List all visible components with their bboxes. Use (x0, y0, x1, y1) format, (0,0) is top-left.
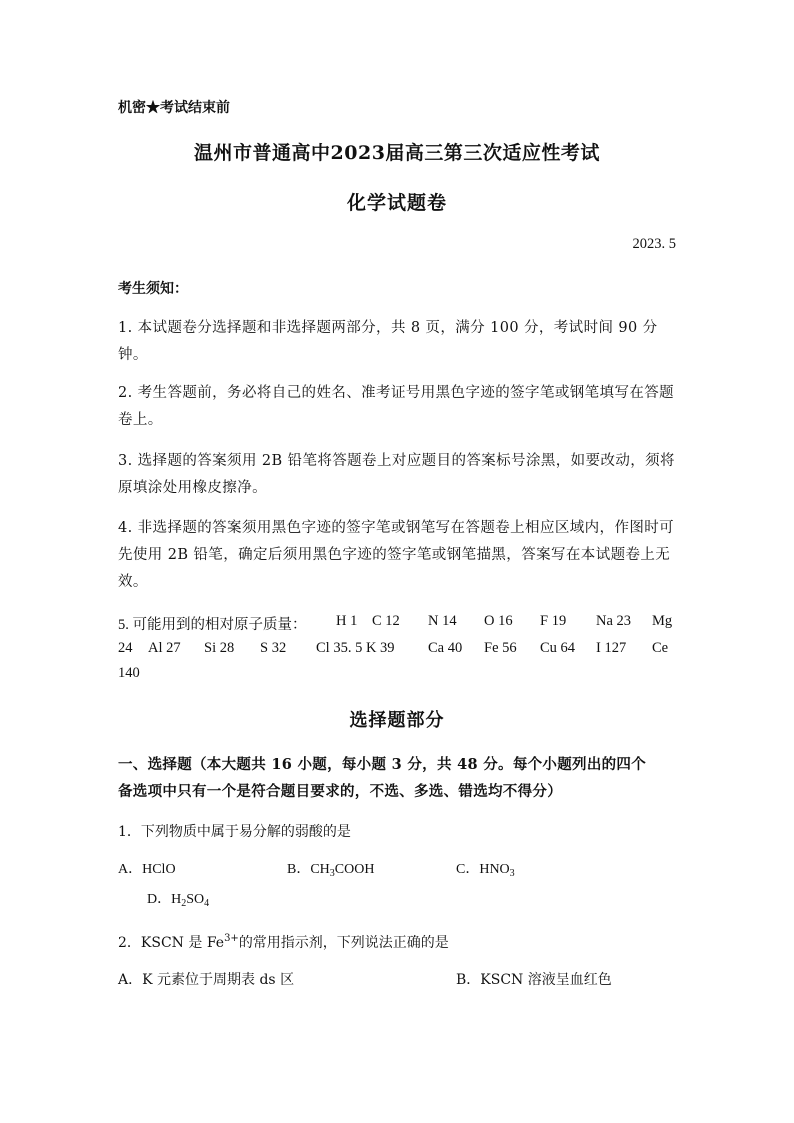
question-2-stem: 2．KSCN 是 $Fe^{3+}$的常用指示剂，下列说法正确的是 (118, 933, 449, 951)
atomic-mass-entry: N 14 (428, 613, 457, 629)
atomic-mass-entry: Al 27 (148, 640, 181, 656)
atomic-mass-entry: Na 23 (596, 613, 632, 629)
notice-item-4: 4. 非选择题的答案须用黑色字迹的签字笔或钢笔写在答题卷上相应区域内，作图时可先使用 2B 铅笔，确定后须用黑色字迹的签字笔或钢笔描黑，答案写在本试题卷上无效。 (118, 520, 675, 590)
exam-title: 温州市普通高中2023届高三第三次适应性考试 (194, 142, 600, 164)
atomic-mass-entry: Ca 40 (428, 640, 463, 656)
atomic-mass-entry: Cl 35. 5 K 39 (316, 640, 395, 656)
notice-item-1: 1. 本试题卷分选择题和非选择题两部分，共 8 页，满分 100 分，考试时间 90 分钟。 (118, 320, 658, 363)
atomic-mass-entry: O 16 (484, 613, 513, 629)
atomic-mass-entry: Fe 56 (484, 640, 517, 656)
confidential-label: 机密★考试结束前 (118, 100, 230, 116)
atomic-mass-entry: Si 28 (204, 640, 235, 656)
notice-item-3: 3. 选择题的答案须用 2B 铅笔将答题卷上对应题目的答案标号涂黑，如要改动，须将原填涂处用橡皮擦净。 (118, 453, 675, 496)
exam-date: 2023. 5 (632, 236, 676, 252)
question-2-option-a: A．K 元素位于周期表 ds 区 (118, 972, 295, 988)
atomic-mass-entry: F 19 (540, 613, 567, 629)
atomic-mass-entry: 24 (118, 640, 133, 656)
part-one-instructions-line1: 一、选择题（本大题共 16 小题，每小题 3 分，共 48 分。每个小题列出的四个 (118, 756, 647, 773)
question-1-stem: 1．下列物质中属于易分解的弱酸的是 (118, 824, 351, 840)
atomic-mass-entry: C 12 (372, 613, 400, 629)
question-1-option-c: C．$HNO_3$ (456, 862, 515, 879)
part-one-instructions-line2: 备选项中只有一个是符合题目要求的，不选、多选、错选均不得分） (118, 783, 562, 800)
atomic-mass-entry: Mg (652, 613, 673, 629)
question-1-option-b: B．$CH_3COOH$ (287, 862, 375, 879)
atomic-mass-entry: Ce (652, 640, 669, 656)
atomic-mass-entry: Cu 64 (540, 640, 576, 656)
atomic-mass-intro: 5. 可能用到的相对原子质量： (118, 617, 307, 633)
question-1-option-d: D．$H_2SO_4$ (147, 892, 210, 909)
atomic-mass-entry: 140 (118, 665, 140, 681)
atomic-mass-entry: S 32 (260, 640, 287, 656)
question-2-option-b: B．KSCN 溶液呈血红色 (456, 972, 612, 988)
exam-subtitle: 化学试题卷 (346, 192, 447, 214)
notice-item-2: 2. 考生答题前，务必将自己的姓名、准考证号用黑色字迹的签字笔或钢笔填写在答题卷上。 (118, 385, 675, 428)
section-title: 选择题部分 (349, 710, 445, 731)
question-1-option-a: A．HClO (118, 862, 176, 877)
notice-heading: 考生须知： (118, 281, 188, 297)
atomic-mass-entry: I 127 (596, 640, 627, 656)
atomic-mass-entry: H 1 (336, 613, 358, 629)
